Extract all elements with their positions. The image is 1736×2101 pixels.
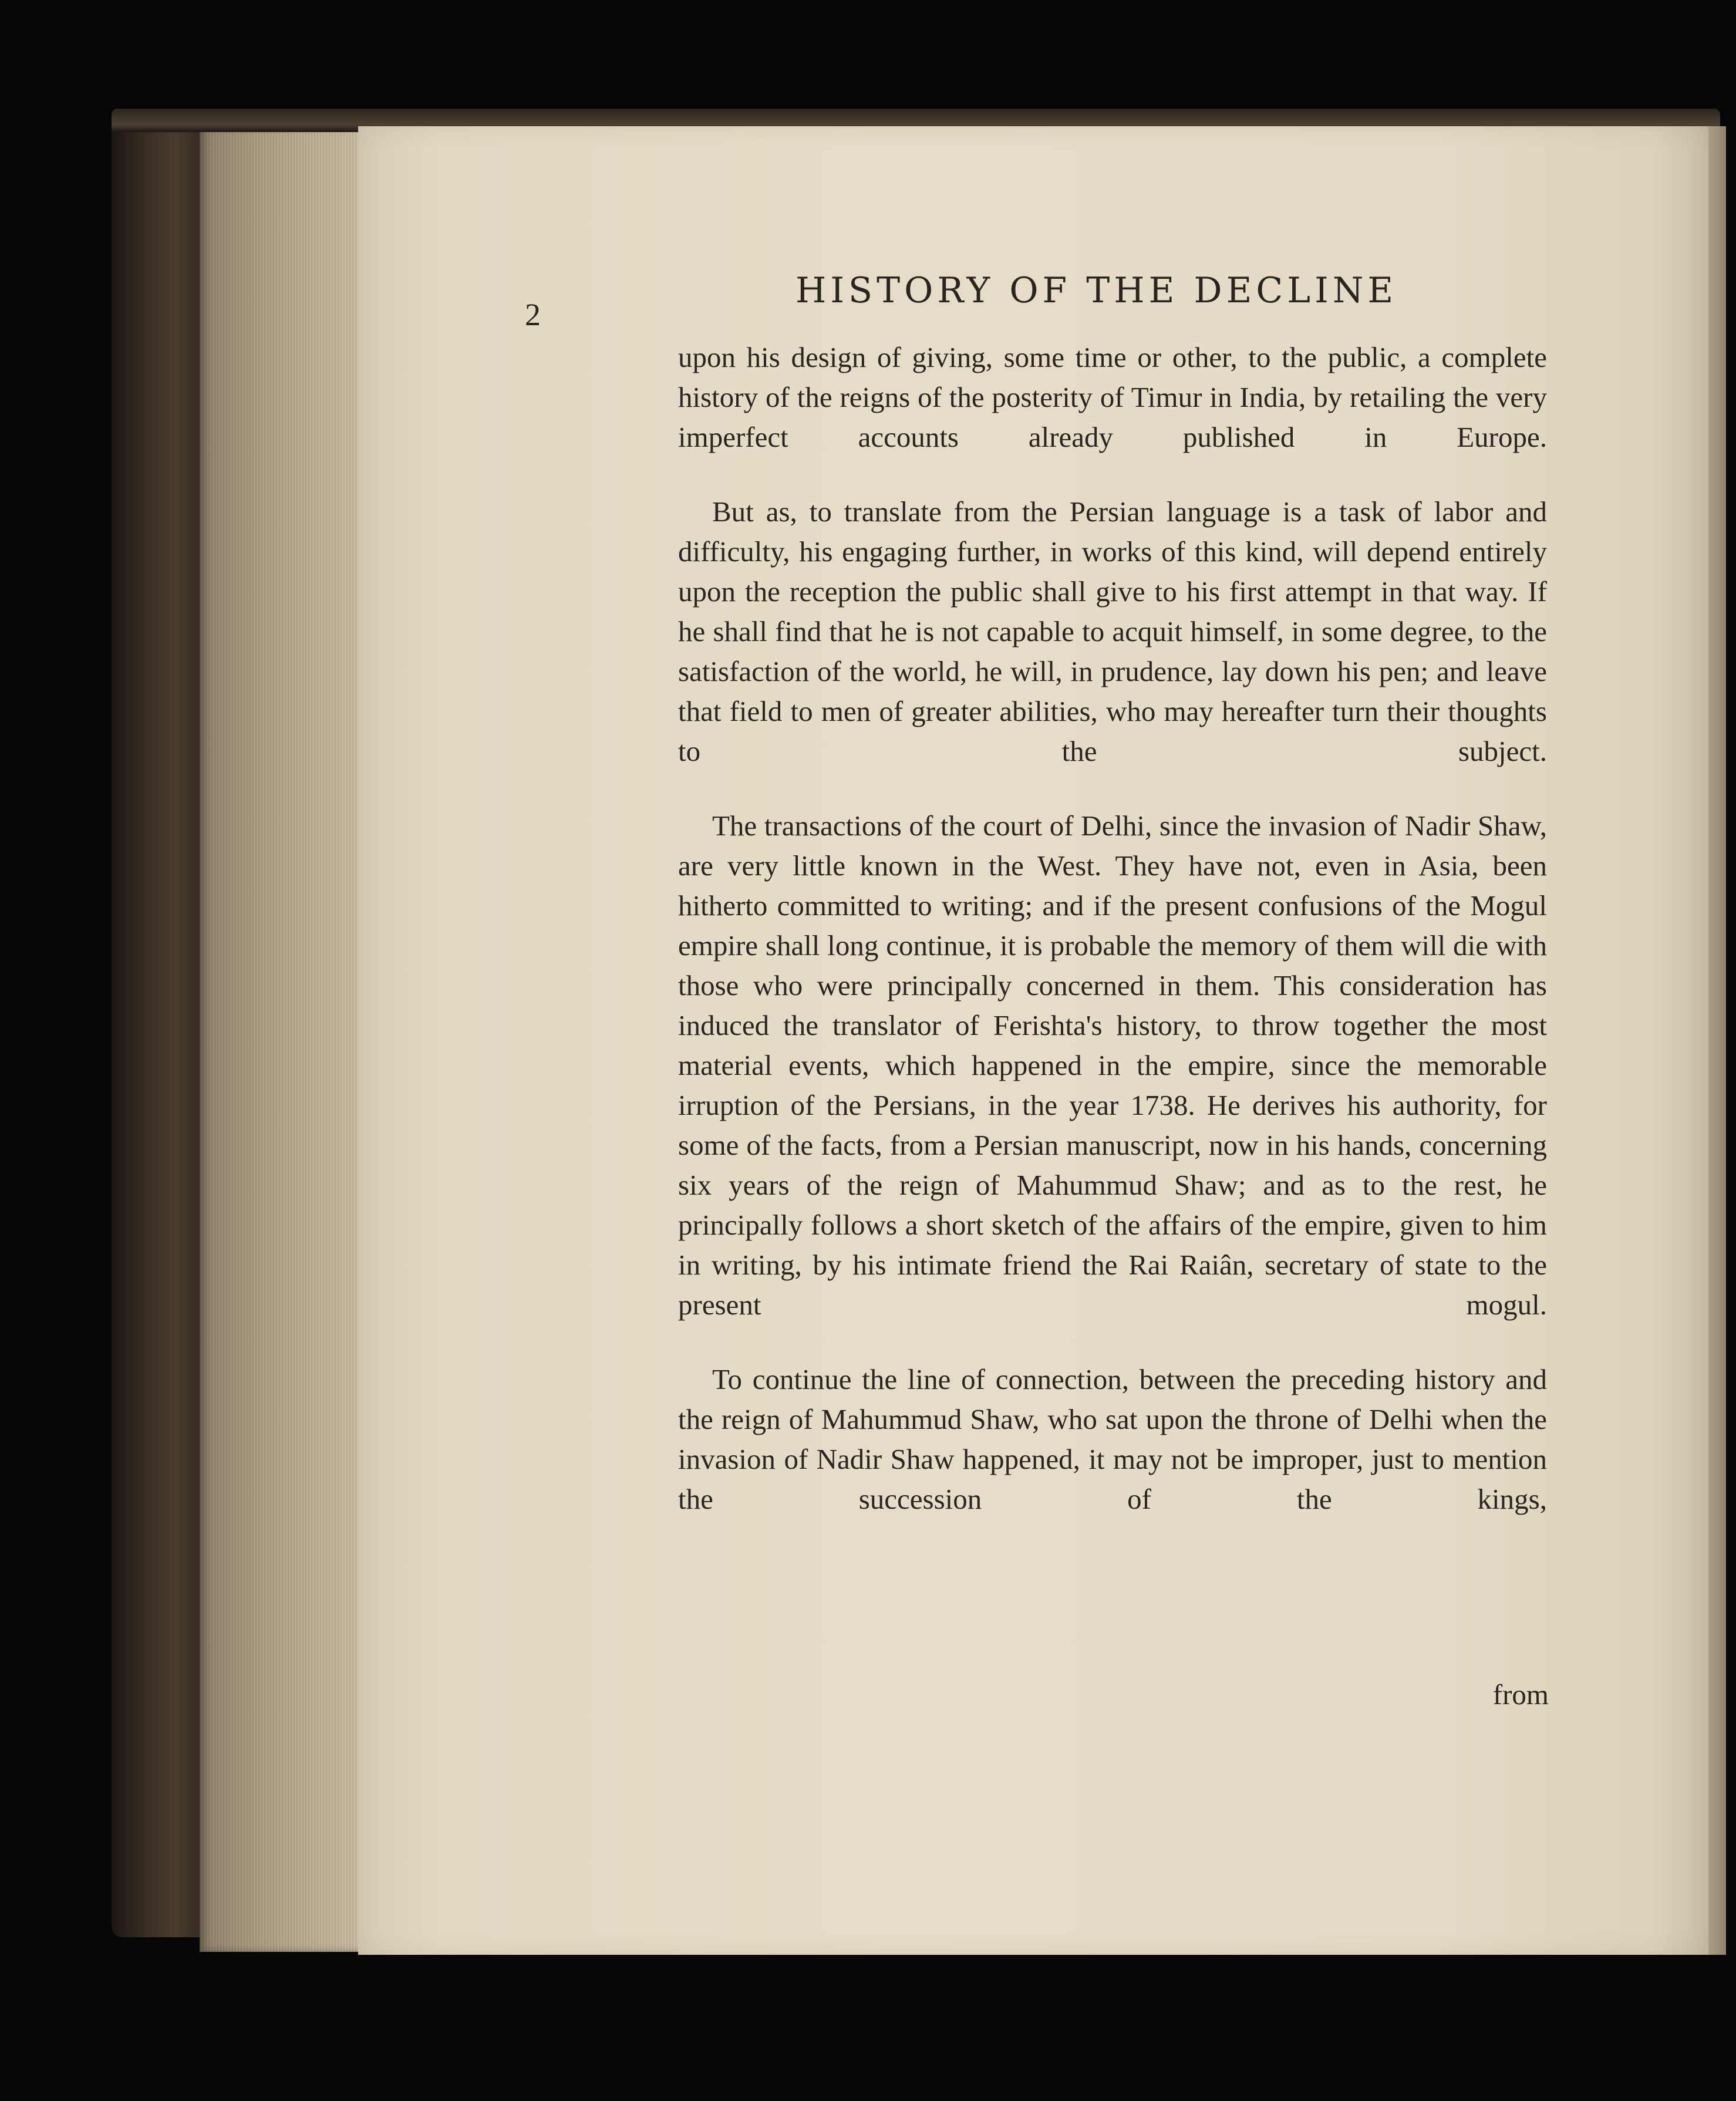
page-number: 2 [525,297,541,332]
paragraph-2: But as, to translate from the Persian language is a task of labor and difficulty, his engaging further, in works of this kind, will depend entirely upon the reception the public shall give to his first attempt in that way. If he shall find that he is not capable to acquit himself, in some degree, to the satisfaction of the world, he will, in prudence, lay down his pen; and leave that field to men of greater abilities, who may hereafter turn their thoughts to the subject. [678,495,1547,767]
catchword: from [1492,1678,1549,1711]
body-text [678,338,1547,1554]
paragraph-3: The transactions of the court of Delhi, since the invasion of Nadir Shaw, are very little known in the West. They have not, even in Asia, been hitherto committed to writing; and if the present confusions of the Mogul empire shall long continue, it is probable the memory of them will die with those who were principally concerned in them. This consideration has induced the translator of Ferishta's history, to throw together the most material events, which happened in the empire, since the memorable irruption of the Persians, in the year 1738. He derives his authority, for some of the facts, from a Persian manuscript, now in his hands, concerning six years of the reign of Mahummud Shaw; and as to the rest, he principally follows a short sketch of the affairs of the empire, given to him in writing, by his intimate friend the Rai Raiân, secretary of state to the present mogul. [678,810,1547,1321]
paragraph-1: upon his design of giving, some time or other, to the public, a complete history of the reigns of the posterity of Timur in India, by retailing the very imperfect accounts already published in Europe. [678,341,1547,453]
paragraph-4: To continue the line of connection, between the preceding history and the reign of Mahummud Shaw, who sat upon the throne of Delhi when the invasion of Nadir Shaw happened, it may not be improper, just to mention the succession of the kings, [678,1363,1547,1515]
page-edges [200,126,367,1952]
running-head: HISTORY OF THE DECLINE [795,270,1398,311]
